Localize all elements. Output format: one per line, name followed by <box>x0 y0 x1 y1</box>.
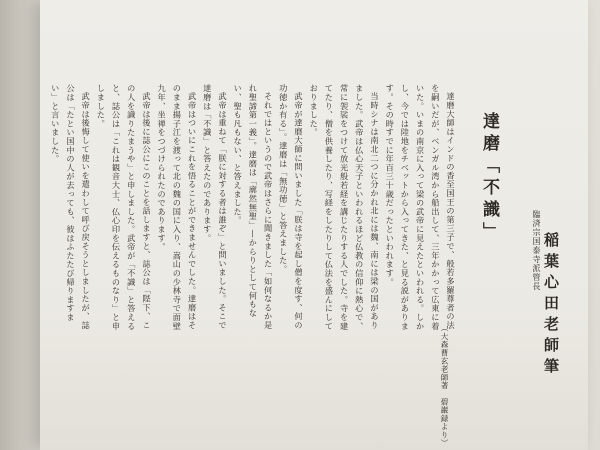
essay-title: 達磨「不識」 <box>479 112 499 244</box>
essay-paragraph: 武帝は重ねて「朕に対する者は誰ぞ」と問いました。そこで達磨は「不識」と答えたのであります。 <box>202 84 228 330</box>
essay-paragraph: 武帝は後悔して使いを遣わして呼び戻そうとしましたが、誌公は「たとい国中の人が去っても、彼はふたたび帰りますまい」と言いました。 <box>50 84 92 330</box>
essay-paragraph: それではというので武帝はさらに聞きました「如何なるか是れ聖諦第一義」。達磨は「廓然無聖」—からりとして何もない、聖も凡もない、と答えました。 <box>233 84 274 330</box>
essay-paragraph: 当時シナは南北二つに分かれ北には魏、南には梁の国がありました。武帝は仏心天子といわれるほど仏教の信仰に熱心で、常に袈裟をつけて放光般若経を講じたりする人でした。寺を建てたり、僧を供養したり、写経をしたりして仏法を盛んにしておりました。 <box>309 84 380 331</box>
author-name <box>541 232 562 379</box>
author-name-text: 稲葉心田老師 <box>542 232 560 358</box>
page-edge-shadow <box>0 0 40 450</box>
author-affiliation: 臨済宗国泰寺派管長 <box>532 210 541 291</box>
essay-paragraph: 達磨大師はインドの香至国王の第三子で、般若多羅尊者の法を嗣いだが、ベンガル湾から船出して、三年かかって広東に着いた。いまの南京に入って梁の武帝に見えたといわれる。しかし、今では陸地をチベットから入ってきた、と見る説があります。その時すでに年百三十歳だったといわれます。 <box>385 84 456 331</box>
essay-paragraph: 武帝が達磨大師に問いました「朕は寺を起し僧を度す、何の功徳か有る」。達磨は「無功徳」と答えました。 <box>278 84 304 330</box>
essay-body <box>50 84 458 334</box>
book-page <box>40 0 588 450</box>
source-citation: （大森曹玄老師著 碧巌録より） <box>440 324 449 447</box>
author-suffix: 筆 <box>542 358 560 379</box>
essay-paragraph: 武帝は後に誌公にこのことを話しますと、誌公は「陛下、この人を識りたまうや」と申しました。武帝が「不識」と答えると、誌公は「これは観音大士、仏心印を伝えるものなり」と申しました。 <box>96 84 152 331</box>
essay-paragraph: 武帝はついにこれを悟ることができませんでした。達磨はそのまま揚子江を渡って北の魏の国に入り、嵩山の少林寺で面壁九年、坐禅をつづけられたのであります。 <box>157 84 198 331</box>
